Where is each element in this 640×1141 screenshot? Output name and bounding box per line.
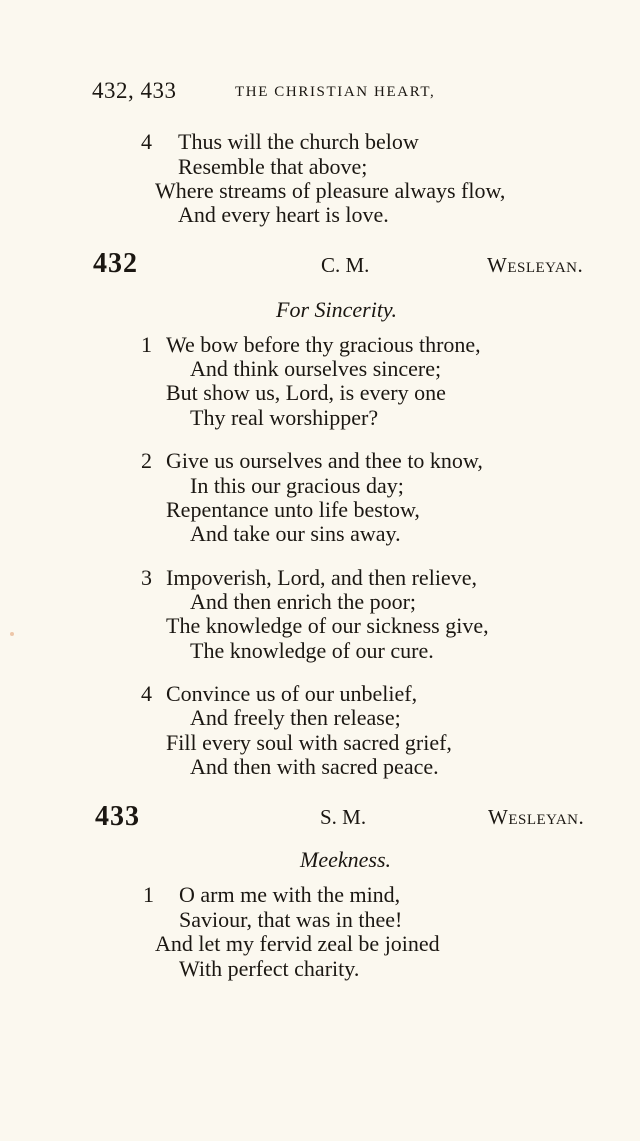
verse-line: Fill every soul with sacred grief, — [166, 730, 452, 755]
hymn-author: Wesleyan. — [488, 805, 585, 829]
page-numbers: 432, 433 — [92, 78, 177, 103]
running-title: THE CHRISTIAN HEART, — [235, 84, 436, 100]
verse-line: Where streams of pleasure always flow, — [155, 178, 506, 203]
hymn-meter: C. M. — [321, 253, 370, 277]
verse-line: With perfect charity. — [179, 956, 360, 981]
verse-line: Give us ourselves and thee to know, — [166, 448, 483, 473]
verse-number: 2 — [141, 448, 152, 473]
verse-line: In this our gracious day; — [190, 473, 404, 498]
hymn-title: Meekness. — [300, 847, 392, 872]
verse-number: 4 — [141, 681, 152, 706]
hymn-number: 432 — [93, 248, 138, 279]
verse-line: Resemble that above; — [178, 154, 368, 179]
verse-line: Saviour, that was in thee! — [179, 907, 403, 932]
hymn-meter: S. M. — [320, 805, 367, 829]
verse-line: And let my fervid zeal be joined — [155, 931, 440, 956]
verse-line: Thy real worshipper? — [190, 405, 379, 430]
hymn-number: 433 — [95, 801, 140, 832]
verse-line: And think ourselves sincere; — [190, 356, 442, 381]
verse-number: 1 — [143, 882, 154, 907]
verse-line: And every heart is love. — [178, 202, 389, 227]
verse-number: 3 — [141, 565, 152, 590]
verse-line: And freely then release; — [190, 705, 401, 730]
verse-line: O arm me with the mind, — [179, 882, 401, 907]
verse-number: 4 — [141, 129, 152, 154]
verse-line: The knowledge of our cure. — [190, 638, 434, 663]
page-header — [92, 78, 472, 108]
verse-line: And then with sacred peace. — [190, 754, 439, 779]
hymn-author: Wesleyan. — [487, 253, 584, 277]
hymn-title: For Sincerity. — [276, 297, 397, 322]
verse-line: The knowledge of our sickness give, — [166, 613, 489, 638]
verse-line: And then enrich the poor; — [190, 589, 417, 614]
verse-line: And take our sins away. — [190, 521, 401, 546]
paper-blemish — [10, 632, 14, 636]
verse-line: Repentance unto life bestow, — [166, 497, 420, 522]
verse-line: But show us, Lord, is every one — [166, 380, 446, 405]
verse-line: Convince us of our unbelief, — [166, 681, 418, 706]
verse-line: Thus will the church below — [178, 129, 419, 154]
verse-line: We bow before thy gracious throne, — [166, 332, 481, 357]
verse-line: Impoverish, Lord, and then relieve, — [166, 565, 477, 590]
verse-number: 1 — [141, 332, 152, 357]
